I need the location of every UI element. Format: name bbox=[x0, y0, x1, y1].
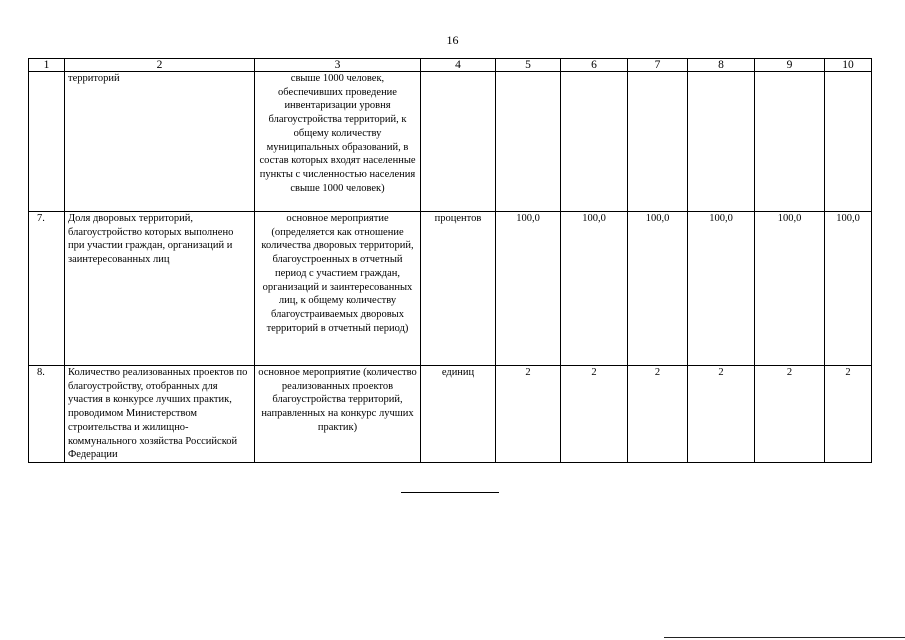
column-header: 10 bbox=[825, 59, 872, 72]
value-cell: 2 bbox=[825, 366, 872, 463]
value-cell: 2 bbox=[561, 366, 628, 463]
column-header: 6 bbox=[561, 59, 628, 72]
indicator-description: свыше 1000 человек, обеспечивших проведение инвентаризации уровня благоустройства территорий, к общему количеству муниципальных образований, в состав которых входят населенные пункты с численностью населения свыше 1000 человек) bbox=[255, 72, 421, 212]
column-header: 1 bbox=[29, 59, 65, 72]
column-header: 4 bbox=[421, 59, 496, 72]
end-of-table-rule bbox=[401, 492, 499, 493]
column-header: 8 bbox=[688, 59, 755, 72]
value-cell: 100,0 bbox=[561, 212, 628, 366]
value-cell: 2 bbox=[688, 366, 755, 463]
indicator-name: Количество реализованных проектов по благоустройству, отобранных для участия в конкурсе лучших практик, проводимом Министерством строительства и жилищно-коммунального хозяйства Российской Федерации bbox=[65, 366, 255, 463]
value-cell bbox=[688, 72, 755, 212]
row-number: 8. bbox=[29, 366, 65, 463]
value-cell bbox=[755, 72, 825, 212]
value-cell bbox=[628, 72, 688, 212]
unit bbox=[421, 72, 496, 212]
indicator-description: основное мероприятие (количество реализованных проектов благоустройства территорий, направленных на конкурс лучших практик) bbox=[255, 366, 421, 463]
indicator-description: основное мероприятие (определяется как отношение количества дворовых территорий, благоустроенных в отчетный период с участием граждан, организаций и заинтересованных лиц, к общему количеству благоустраиваемых дворовых территорий в отчетный период) bbox=[255, 212, 421, 366]
value-cell: 100,0 bbox=[628, 212, 688, 366]
row-number bbox=[29, 72, 65, 212]
value-cell: 2 bbox=[755, 366, 825, 463]
column-header: 2 bbox=[65, 59, 255, 72]
bottom-edge-line bbox=[664, 637, 905, 638]
table-row bbox=[29, 366, 872, 463]
column-header: 3 bbox=[255, 59, 421, 72]
value-cell: 2 bbox=[628, 366, 688, 463]
column-header: 9 bbox=[755, 59, 825, 72]
column-header: 7 bbox=[628, 59, 688, 72]
unit: единиц bbox=[421, 366, 496, 463]
value-cell: 100,0 bbox=[825, 212, 872, 366]
table-row bbox=[29, 212, 872, 366]
column-header: 5 bbox=[496, 59, 561, 72]
value-cell: 100,0 bbox=[755, 212, 825, 366]
value-cell bbox=[561, 72, 628, 212]
table-row bbox=[29, 72, 872, 212]
value-cell: 2 bbox=[496, 366, 561, 463]
value-cell bbox=[496, 72, 561, 212]
column-number-row bbox=[29, 59, 872, 72]
indicator-name: территорий bbox=[65, 72, 255, 212]
row-number: 7. bbox=[29, 212, 65, 366]
indicators-table bbox=[28, 58, 872, 463]
value-cell: 100,0 bbox=[688, 212, 755, 366]
page-number: 16 bbox=[446, 33, 459, 47]
value-cell bbox=[825, 72, 872, 212]
unit: процентов bbox=[421, 212, 496, 366]
value-cell: 100,0 bbox=[496, 212, 561, 366]
indicator-name: Доля дворовых территорий, благоустройство которых выполнено при участии граждан, организаций и заинтересованных лиц bbox=[65, 212, 255, 366]
